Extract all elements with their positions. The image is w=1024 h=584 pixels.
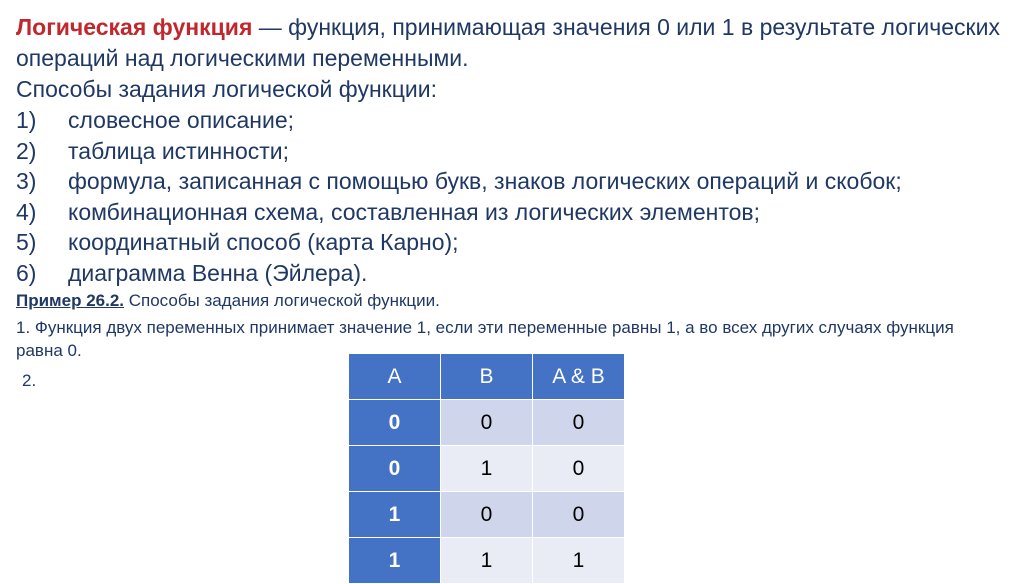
table-row bbox=[349, 446, 625, 492]
list-item bbox=[16, 136, 902, 167]
list-item-number: 2) bbox=[16, 137, 37, 164]
table-row bbox=[349, 400, 625, 446]
list-item-number: 4) bbox=[16, 198, 37, 225]
list-item-number: 6) bbox=[16, 259, 37, 286]
table-cell: 0 bbox=[533, 400, 625, 446]
example-paragraph-2: 2. bbox=[22, 371, 37, 390]
table-cell: 0 bbox=[441, 400, 533, 446]
list-item bbox=[16, 166, 902, 197]
methods-list bbox=[16, 105, 902, 288]
list-item-text: таблица истинности; bbox=[68, 137, 290, 164]
table-cell: 1 bbox=[441, 538, 533, 584]
table-cell: 1 bbox=[349, 538, 441, 584]
definition-paragraph bbox=[16, 12, 1016, 74]
list-item-number: 5) bbox=[16, 229, 37, 255]
list-item-text: формула, записанная с помощью букв, знаков логических операций и скобок; bbox=[68, 168, 902, 194]
table-cell: 0 bbox=[349, 446, 441, 492]
table-row bbox=[349, 538, 625, 584]
example-paragraph-1: 1. Функция двух переменных принимает значение 1, если эти переменные равны 1, а во всех других случаях функция равна 0. bbox=[16, 318, 954, 360]
list-item-text: координатный способ (карта Карно); bbox=[68, 229, 459, 255]
table-cell: 0 bbox=[533, 492, 625, 538]
table-cell: 0 bbox=[441, 492, 533, 538]
methods-title: Способы задания логической функции: bbox=[16, 76, 437, 102]
list-item bbox=[16, 258, 902, 289]
table-cell: 1 bbox=[441, 446, 533, 492]
table-cell: 0 bbox=[533, 446, 625, 492]
definition-term: Логическая функция bbox=[16, 14, 253, 40]
table-header-row bbox=[349, 354, 625, 400]
table-header-cell: A & B bbox=[533, 354, 625, 400]
list-item-text: словесное описание; bbox=[68, 107, 295, 133]
example-label: Пример 26.2. bbox=[16, 291, 125, 310]
example-title-text: Способы задания логической функции. bbox=[124, 291, 440, 310]
table-cell: 1 bbox=[349, 492, 441, 538]
list-item-number: 3) bbox=[16, 168, 37, 194]
example-heading bbox=[16, 290, 440, 312]
table-cell: 0 bbox=[349, 400, 441, 446]
table-header-cell: B bbox=[441, 354, 533, 400]
table-row bbox=[349, 492, 625, 538]
list-item bbox=[16, 227, 902, 258]
truth-table bbox=[348, 353, 625, 584]
list-item-text: диаграмма Венна (Эйлера). bbox=[68, 259, 368, 286]
table-header-cell: A bbox=[349, 354, 441, 400]
table-cell: 1 bbox=[533, 538, 625, 584]
definition-text: — функция, принимающая значения 0 или 1 в результате логических операций над логическими переменными. bbox=[16, 14, 1000, 71]
list-item-text: комбинационная схема, составленная из логических элементов; bbox=[68, 198, 760, 225]
list-item bbox=[16, 105, 902, 136]
list-item-number: 1) bbox=[16, 107, 37, 133]
list-item bbox=[16, 197, 902, 228]
